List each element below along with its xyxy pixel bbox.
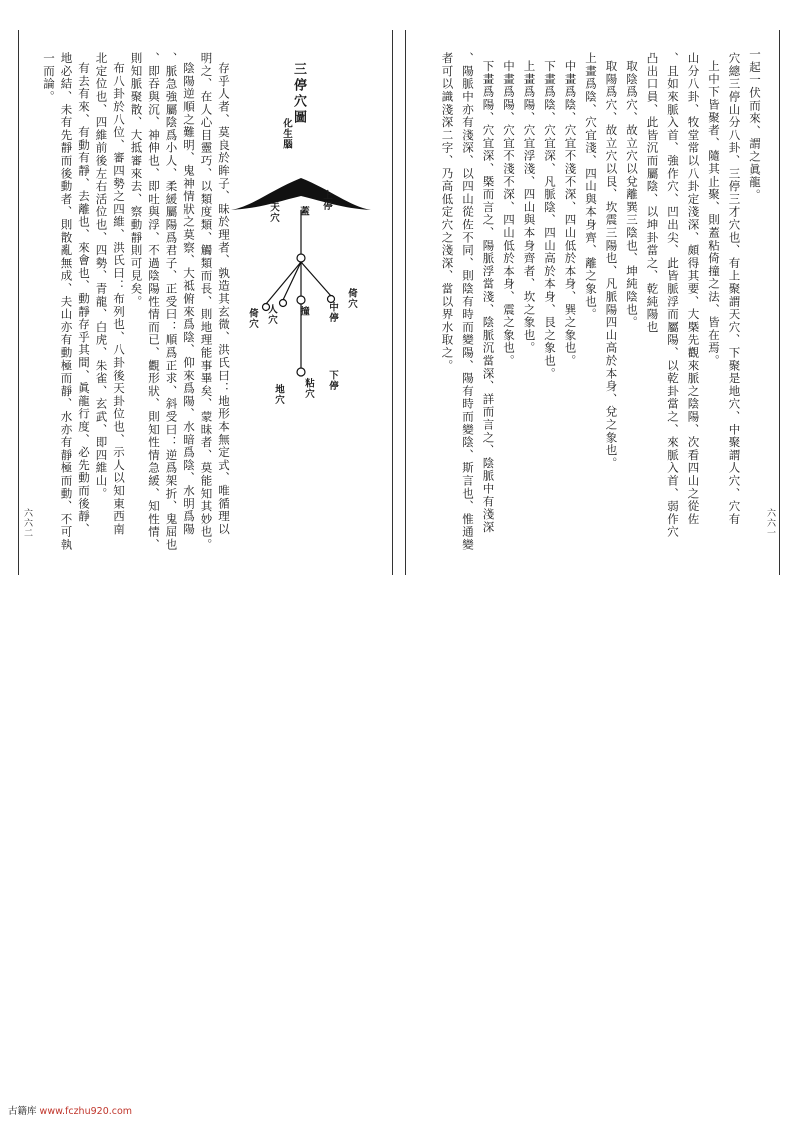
text-column: 地必結、未有先靜而後動者、則散亂無成、夫山亦有動極而靜、水亦有靜極而動、不可執: [59, 52, 74, 552]
page-number: 六六一: [765, 508, 775, 538]
branch-line: [301, 262, 331, 296]
diagram-label: 地穴: [273, 384, 284, 405]
text-column: 山分八卦、牧堂常以八卦定淺深、頗得其要、大槩先觀來脈之陰陽、次看四山之從佐: [686, 52, 701, 526]
text-column: 上中下皆聚者、隨其止聚、則蓋粘倚撞之法、皆在焉。: [707, 60, 721, 368]
diagram-label: 倚穴: [247, 308, 258, 329]
text-column: 穴總三停山分八卦、三停三才穴也、有上聚謂天穴、下聚是地穴、中聚謂人穴、穴有: [727, 52, 742, 526]
text-column: 上畫爲陽、穴宜浮淺、四山與本身齊者、坎之象也。: [522, 60, 537, 355]
text-column: 上畫爲陰、穴宜淺、四山與本身齊、離之象也。: [584, 52, 598, 321]
text-column: 、且如來脈入首、強作穴、凹出尖、此皆脈浮而屬陽、以乾卦當之、來脈入首、弱作穴: [666, 52, 680, 539]
text-column: 中畫爲陽、穴宜不淺不深、四山低於本身、震之象也。: [502, 60, 516, 368]
text-column: 則知脈聚散、大抵審來去、察動靜則可見矣。: [129, 52, 144, 308]
lower-node: [297, 368, 305, 376]
text-column: 布八卦於八位、審四勢之四維、洪氏曰：布列也、八卦後天卦位也、示人以知東西南: [112, 62, 126, 536]
footer-url[interactable]: www.fczhu920.com: [39, 1106, 133, 1117]
right-page: [405, 30, 780, 575]
text-column: 取陰爲穴、故立穴以兌離巽三陰也、坤純陰也。: [625, 60, 639, 329]
site-footer: [8, 1103, 132, 1117]
text-column: 中畫爲陰、穴宜不淺不深、四山低於本身、巽之象也。: [563, 60, 578, 368]
diagram-label: 倚穴: [346, 288, 357, 309]
text-column: 、即吞與沉、神伸也、即吐與浮、不過陰陽性情而已、觀形狀、則知性情急緩、知性情、: [147, 52, 161, 552]
text-column: 者可以識淺深二字、乃高低定穴之淺深、當以界水取之。: [440, 52, 455, 372]
diagram-label: 天穴: [268, 202, 279, 223]
diagram-label: 撞: [298, 306, 309, 317]
upper-node: [297, 254, 305, 262]
text-column: 下畫爲陰、穴宜深、凡脈陰、四山高於本身、艮之象也。: [543, 60, 557, 380]
text-column: 、陽脈中亦有淺深、以四山從佐不同、則陰有時而變陽、陽有時而變陰、斯言也、惟通變: [461, 52, 475, 552]
page-number: 六六二: [22, 508, 32, 538]
footer-label: 古籍库: [8, 1106, 37, 1117]
text-column: 有去有來、有動有靜、去離也、來會也、動靜存乎其間、眞龍行度、必先動而後靜、: [77, 62, 91, 536]
diagram-label: 中停: [327, 302, 338, 323]
text-column: 一而論。: [42, 52, 56, 104]
text-column: 凸出口員、此皆沉而屬陰、以坤卦當之、乾純陽也: [645, 52, 660, 334]
diagram-label: 上停: [321, 190, 332, 211]
text-column: 一起一伏而來、謂之眞龍。: [748, 48, 762, 202]
diagram-label: 下停: [327, 370, 338, 391]
text-column: 取陽爲穴、故立穴以艮、坎震三陽也、凡脈陽四山高於本身、兌之象也。: [604, 60, 619, 470]
text-column: 、脈急強屬陰爲小人、柔緩屬陽爲君子、正受曰：順爲正求、斜受曰：逆爲架折、鬼屈也: [164, 52, 179, 552]
left-page: [18, 30, 393, 575]
text-column: 存乎人者、莫良於眸子、昧於理者、孰造其玄微、洪氏曰：地形本無定式、唯循理以: [217, 62, 231, 536]
text-column: 明之、在人心目靈巧、以類度類、觸類而長、則地理能事畢矣、蒙昧者、莫能知其妙也。: [199, 52, 214, 552]
middle-node: [297, 296, 305, 304]
diagram-label: 粘穴: [303, 378, 314, 399]
text-column: 北定位也、四維前後左右活位也、四勢、青龍、白虎、朱雀、玄武、即四維山。: [94, 52, 109, 500]
diagram-label: 蓋: [298, 206, 309, 217]
text-column: 陰陽逆順之難明、鬼神情狀之莫察、大祗俯來爲陰、仰來爲陽、水暗爲陰、水明爲陽: [182, 62, 196, 536]
diagram-label-top: 化生腦: [281, 118, 292, 150]
text-column: 下畫爲陽、穴宜深、槩而言之、陽脈浮當淺、陰脈沉當深、詳而言之、陰脈中有淺深: [481, 60, 496, 534]
diagram-label: 人穴: [266, 304, 277, 325]
diagram-title: 三停穴圖: [291, 62, 306, 126]
side-node: [280, 300, 287, 307]
